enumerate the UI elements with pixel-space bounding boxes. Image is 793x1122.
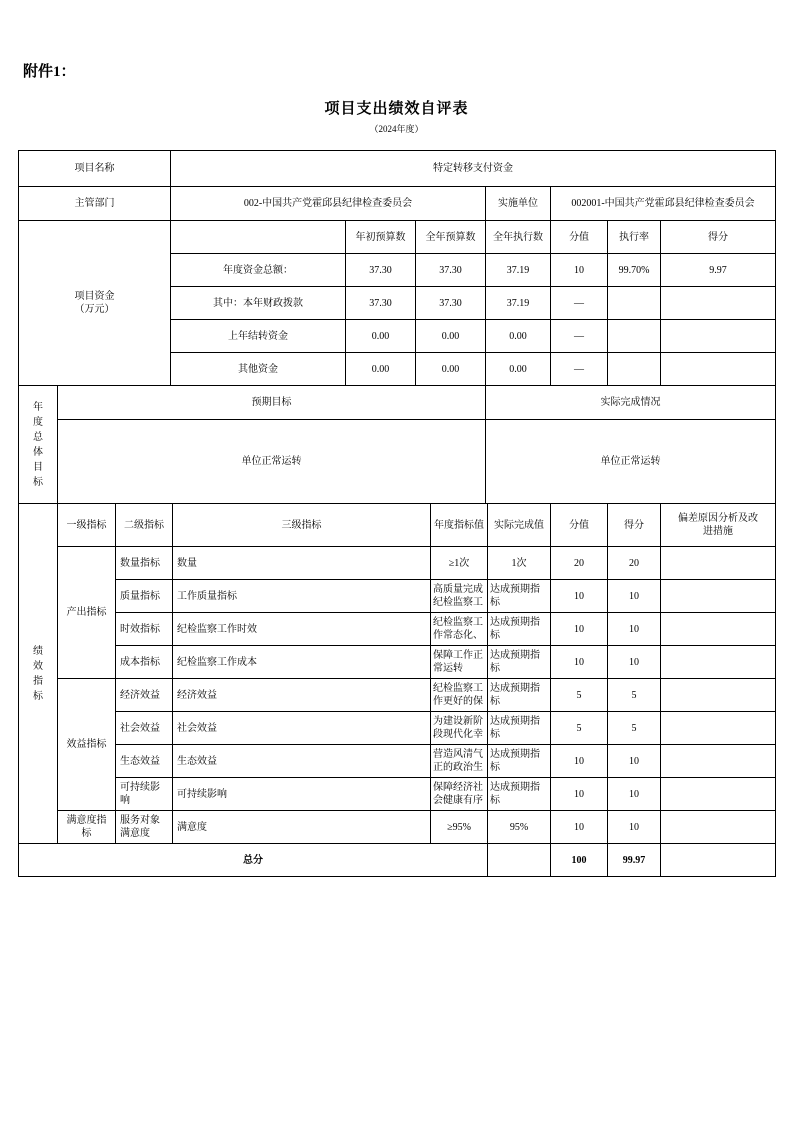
impl-unit-label: 实施单位 xyxy=(486,187,551,221)
funds-points-cell: — xyxy=(551,353,608,386)
perf-section-label-cell xyxy=(19,504,58,844)
perf-target-text: 保障经济社会健康有序 xyxy=(433,782,483,806)
funds-cell: 0.00 xyxy=(346,353,416,386)
funds-cell: 0.00 xyxy=(486,353,551,386)
basic-info-table xyxy=(18,150,776,221)
table-row xyxy=(19,187,776,221)
perf-level3: 经济效益 xyxy=(173,679,431,712)
perf-points: 10 xyxy=(551,580,608,613)
table-row xyxy=(19,745,776,778)
perf-header-deviation-text: 偏差原因分析及改进措施 xyxy=(678,513,758,537)
perf-deviation xyxy=(661,679,776,712)
perf-header-level2: 二级指标 xyxy=(116,504,173,547)
perf-actual: 达成预期指标 xyxy=(488,679,551,712)
perf-points: 10 xyxy=(551,646,608,679)
perf-actual: 达成预期指标 xyxy=(488,580,551,613)
total-empty-cell xyxy=(488,844,551,877)
project-name-value: 特定转移支付资金 xyxy=(171,151,776,187)
total-label: 总分 xyxy=(19,844,488,877)
perf-actual: 达成预期指标 xyxy=(488,745,551,778)
total-score: 99.97 xyxy=(608,844,661,877)
perf-level3: 满意度 xyxy=(173,811,431,844)
perf-target xyxy=(431,646,488,679)
funds-cell: 37.19 xyxy=(486,254,551,287)
funds-rate-cell xyxy=(608,320,661,353)
perf-header-actual: 实际完成值 xyxy=(488,504,551,547)
funds-row-label: 其他资金 xyxy=(171,353,346,386)
perf-points: 5 xyxy=(551,712,608,745)
perf-score: 10 xyxy=(608,778,661,811)
table-row xyxy=(19,151,776,187)
perf-actual: 达成预期指标 xyxy=(488,613,551,646)
table-row xyxy=(19,547,776,580)
department-label: 主管部门 xyxy=(19,187,171,221)
perf-level2: 成本指标 xyxy=(116,646,173,679)
perf-score: 10 xyxy=(608,646,661,679)
perf-points: 10 xyxy=(551,745,608,778)
perf-score: 10 xyxy=(608,811,661,844)
funds-header-score: 得分 xyxy=(661,221,776,254)
funds-row-label: 上年结转资金 xyxy=(171,320,346,353)
perf-points: 10 xyxy=(551,613,608,646)
funds-cell: 0.00 xyxy=(416,353,486,386)
attachment-label: 附件1： xyxy=(23,64,76,80)
funds-cell: 0.00 xyxy=(346,320,416,353)
perf-header-score: 得分 xyxy=(608,504,661,547)
impl-unit-value: 002001-中国共产党霍邱县纪律检查委员会 xyxy=(551,187,776,221)
perf-deviation xyxy=(661,745,776,778)
funds-header-begin-budget: 年初预算数 xyxy=(346,221,416,254)
funds-table xyxy=(18,220,776,386)
funds-cell: 0.00 xyxy=(486,320,551,353)
perf-target xyxy=(431,778,488,811)
evaluation-table xyxy=(18,150,775,877)
perf-level2: 服务对象满意度 xyxy=(116,811,173,844)
funds-row-label: 其中：本年财政拨款 xyxy=(171,287,346,320)
table-row xyxy=(19,679,776,712)
table-row xyxy=(19,504,776,547)
funds-cell: 37.30 xyxy=(416,287,486,320)
funds-rate-cell xyxy=(608,287,661,320)
funds-header-year-budget: 全年预算数 xyxy=(416,221,486,254)
perf-header-points: 分值 xyxy=(551,504,608,547)
perf-deviation xyxy=(661,778,776,811)
funds-score-cell xyxy=(661,353,776,386)
table-row xyxy=(19,613,776,646)
perf-target-text: 高质量完成纪检监察工 xyxy=(433,584,483,608)
table-row xyxy=(19,420,776,504)
funds-header-exec-rate: 执行率 xyxy=(608,221,661,254)
perf-deviation xyxy=(661,580,776,613)
perf-score: 10 xyxy=(608,580,661,613)
perf-target xyxy=(431,580,488,613)
funds-points-cell: — xyxy=(551,287,608,320)
funds-header-year-exec: 全年执行数 xyxy=(486,221,551,254)
table-row xyxy=(19,646,776,679)
perf-level2: 时效指标 xyxy=(116,613,173,646)
perf-target xyxy=(431,613,488,646)
perf-target: ≥1次 xyxy=(431,547,488,580)
funds-cell: 0.00 xyxy=(416,320,486,353)
perf-deviation xyxy=(661,613,776,646)
perf-target-text: 保障工作正常运转 xyxy=(433,650,483,674)
funds-score-cell: 9.97 xyxy=(661,254,776,287)
goal-expected-header: 预期目标 xyxy=(58,386,486,420)
perf-level2: 可持续影响 xyxy=(116,778,173,811)
perf-level1-satisfaction: 满意度指标 xyxy=(58,811,116,844)
perf-deviation xyxy=(661,811,776,844)
perf-header-level1: 一级指标 xyxy=(58,504,116,547)
perf-level3: 社会效益 xyxy=(173,712,431,745)
perf-target: ≥95% xyxy=(431,811,488,844)
table-row xyxy=(19,580,776,613)
perf-score: 5 xyxy=(608,679,661,712)
goal-actual-header: 实际完成情况 xyxy=(486,386,776,420)
goal-table xyxy=(18,385,776,504)
perf-level3: 生态效益 xyxy=(173,745,431,778)
funds-cell: 37.30 xyxy=(346,254,416,287)
table-row xyxy=(19,778,776,811)
perf-level1-benefit: 效益指标 xyxy=(58,679,116,811)
perf-level2: 生态效益 xyxy=(116,745,173,778)
perf-actual: 1次 xyxy=(488,547,551,580)
perf-score: 10 xyxy=(608,613,661,646)
perf-deviation xyxy=(661,712,776,745)
funds-cell: 37.30 xyxy=(416,254,486,287)
perf-level3: 纪检监察工作时效 xyxy=(173,613,431,646)
perf-header-deviation xyxy=(661,504,776,547)
perf-actual: 达成预期指标 xyxy=(488,712,551,745)
perf-score: 5 xyxy=(608,712,661,745)
table-row xyxy=(19,221,776,254)
goal-expected-value: 单位正常运转 xyxy=(58,420,486,504)
perf-points: 10 xyxy=(551,811,608,844)
perf-target-text: 纪检监察工作更好的保 xyxy=(433,683,483,707)
funds-rate-cell: 99.70% xyxy=(608,254,661,287)
perf-points: 20 xyxy=(551,547,608,580)
table-row xyxy=(19,844,776,877)
perf-level2: 经济效益 xyxy=(116,679,173,712)
funds-section-label-cell xyxy=(19,221,171,386)
perf-target-text: 营造风清气正的政治生 xyxy=(433,749,483,773)
goal-section-label-cell xyxy=(19,386,58,504)
funds-empty-header-cell xyxy=(171,221,346,254)
perf-level2: 数量指标 xyxy=(116,547,173,580)
perf-level3: 工作质量指标 xyxy=(173,580,431,613)
goal-section-label: 年度总体目标 xyxy=(33,401,43,488)
perf-section-label: 绩效指标 xyxy=(33,645,43,702)
perf-target xyxy=(431,679,488,712)
perf-target xyxy=(431,712,488,745)
funds-score-cell xyxy=(661,320,776,353)
perf-score: 10 xyxy=(608,745,661,778)
total-points: 100 xyxy=(551,844,608,877)
perf-points: 5 xyxy=(551,679,608,712)
perf-target-text: 纪检监察工作常态化、 xyxy=(433,617,483,641)
total-deviation-cell xyxy=(661,844,776,877)
perf-target-text: 为建设新阶段现代化幸 xyxy=(433,716,483,740)
project-name-label: 项目名称 xyxy=(19,151,171,187)
page-subtitle: （2024年度） xyxy=(369,124,424,134)
funds-header-points: 分值 xyxy=(551,221,608,254)
table-row xyxy=(19,712,776,745)
perf-level2: 社会效益 xyxy=(116,712,173,745)
perf-level3: 数量 xyxy=(173,547,431,580)
perf-deviation xyxy=(661,547,776,580)
funds-points-cell: 10 xyxy=(551,254,608,287)
perf-level3: 纪检监察工作成本 xyxy=(173,646,431,679)
perf-header-level3: 三级指标 xyxy=(173,504,431,547)
perf-level1-output: 产出指标 xyxy=(58,547,116,679)
perf-actual: 达成预期指标 xyxy=(488,646,551,679)
funds-row-label: 年度资金总额： xyxy=(171,254,346,287)
perf-points: 10 xyxy=(551,778,608,811)
perf-target xyxy=(431,745,488,778)
funds-section-label: 项目资金（万元） xyxy=(74,291,115,315)
table-row xyxy=(19,386,776,420)
funds-score-cell xyxy=(661,287,776,320)
perf-level3: 可持续影响 xyxy=(173,778,431,811)
department-value: 002-中国共产党霍邱县纪律检查委员会 xyxy=(171,187,486,221)
perf-actual: 95% xyxy=(488,811,551,844)
perf-deviation xyxy=(661,646,776,679)
goal-actual-value: 单位正常运转 xyxy=(486,420,776,504)
perf-header-target: 年度指标值 xyxy=(431,504,488,547)
performance-table xyxy=(18,503,776,877)
perf-actual: 达成预期指标 xyxy=(488,778,551,811)
table-row xyxy=(19,811,776,844)
title-block xyxy=(0,97,793,135)
funds-cell: 37.30 xyxy=(346,287,416,320)
perf-level2: 质量指标 xyxy=(116,580,173,613)
page-title: 项目支出绩效自评表 xyxy=(324,101,469,117)
funds-cell: 37.19 xyxy=(486,287,551,320)
funds-rate-cell xyxy=(608,353,661,386)
perf-score: 20 xyxy=(608,547,661,580)
funds-points-cell: — xyxy=(551,320,608,353)
